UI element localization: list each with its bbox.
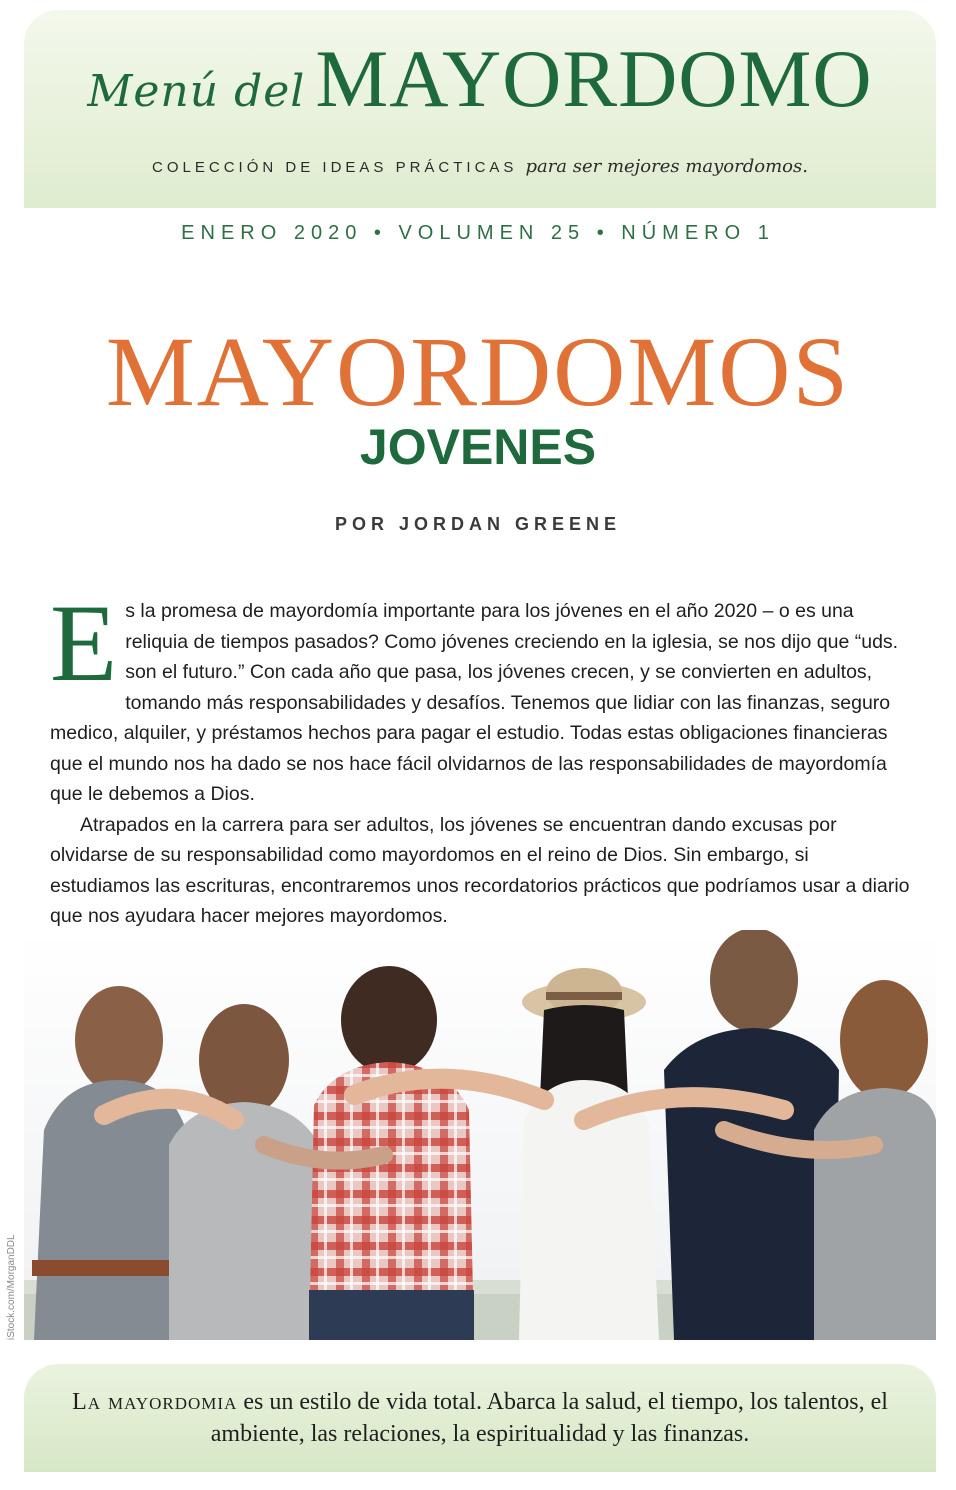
photo-credit: iStock.com/MorganDDL: [6, 1234, 17, 1340]
drop-cap: E: [50, 582, 118, 704]
tagline-caps: COLECCIÓN DE IDEAS PRÁCTICAS: [152, 159, 518, 176]
group-photo-illustration: [24, 930, 936, 1340]
issue-line: ENERO 2020 • VOLUMEN 25 • NÚMERO 1: [181, 222, 775, 244]
brand-script-text: Menú del: [87, 66, 306, 117]
article-subtitle: JOVENES: [359, 419, 597, 475]
footer-lead: La mayordomia: [72, 1389, 238, 1415]
article-paragraph-1: s la promesa de mayordomía importante para los jóvenes en el año 2020 – o es una reliquia de tiempos pasados? Como jóvenes creciendo en la iglesia, se nos dijo que “uds. son el futuro.” Con cada año que pasa, los jóvenes crecen, y se convierten en adultos, tomando más responsabilidades y desafíos. Tenemos que lidiar con las finanzas, seguro medico, alquiler, y préstamos hechos para pagar el estudio. Todas estas obligaciones financieras que el mundo nos ha dado se nos hace fácil olvidarnos de las responsabilidades de mayordomía que le debemos a Dios.: [50, 600, 899, 805]
footer-body: es un estilo de vida total. Abarca la salud, el tiempo, los talentos, el ambiente, las relaciones, la espiritualidad y las finanzas.: [210, 1389, 888, 1447]
header-banner: [24, 10, 936, 208]
footer-text: [54, 1386, 906, 1450]
article-body: [50, 582, 912, 932]
brand-logo: [24, 32, 936, 126]
brand-main-text: MAYORDOMO: [315, 33, 873, 124]
article-title: MAYORDOMOS: [105, 316, 851, 427]
group-photo: [24, 930, 936, 1340]
footer-banner: [24, 1364, 936, 1472]
tagline: [24, 156, 936, 177]
article-byline: POR JORDAN GREENE: [334, 514, 622, 534]
article-paragraph-2: Atrapados en la carrera para ser adultos, los jóvenes se encuentran dando excusas por olvidarse de su responsabilidad como mayordomos en el reino de Dios. Sin embargo, si estudiamos las escrituras, encontraremos unos recordatorios prácticos que podríamos usar a diario que nos ayudara hacer mejores mayordomos.: [50, 813, 910, 927]
tagline-script: para ser mejores mayordomos.: [525, 156, 808, 177]
